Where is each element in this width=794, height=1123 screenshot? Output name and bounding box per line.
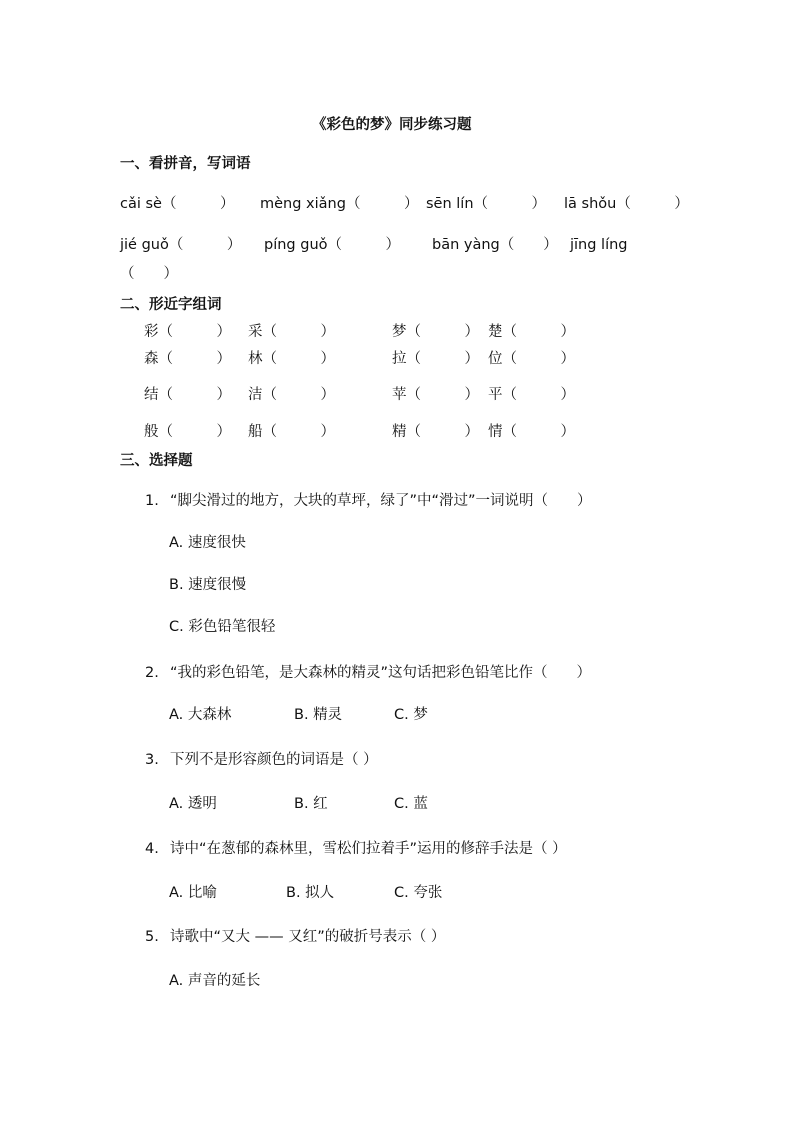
char-item-ban: 般（ ） — [144, 424, 231, 440]
section3-heading: 三、选择题 — [120, 453, 193, 469]
question-option: B. 精灵 — [294, 707, 343, 723]
page-title: 《彩色的梦》同步练习题 — [312, 117, 472, 133]
char-item-lin: 林（ ） — [248, 351, 335, 367]
char-item-qing: 情（ ） — [488, 424, 575, 440]
section1-heading: 一、看拼音，写词语 — [120, 156, 251, 172]
question-number: 5. — [145, 929, 159, 945]
char-item-chuan: 船（ ） — [248, 424, 335, 440]
pinyin-item-mengxiang: mèng xiǎng（ ） — [260, 196, 419, 212]
char-item-la: 拉（ ） — [392, 351, 479, 367]
question-option: A. 比喻 — [169, 885, 217, 901]
section2-heading: 二、形近字组词 — [120, 297, 222, 313]
pinyin-item-lashou: lā shǒu（ ） — [564, 196, 689, 212]
question-option: C. 夸张 — [394, 885, 443, 901]
question-text: 诗中“在葱郁的森林里，雪松们拉着手”运用的修辞手法是（ ） — [170, 841, 567, 857]
char-item-chu: 楚（ ） — [488, 324, 575, 340]
question-text: 诗歌中“又大 —— 又红”的破折号表示（ ） — [170, 929, 446, 945]
char-item-ping2: 平（ ） — [488, 387, 575, 403]
question-option: C. 彩色铅笔很轻 — [169, 619, 276, 635]
char-item-cai2: 采（ ） — [248, 324, 335, 340]
pinyin-item-senlin: sēn lín（ ） — [426, 196, 547, 212]
question-option: C. 梦 — [394, 707, 428, 723]
question-option: A. 透明 — [169, 796, 217, 812]
char-item-wei: 位（ ） — [488, 351, 575, 367]
question-text: 下列不是形容颜色的词语是（ ） — [170, 752, 378, 768]
question-option: B. 速度很慢 — [169, 577, 247, 593]
question-text: “脚尖滑过的地方，大块的草坪，绿了”中“滑过”一词说明（ ） — [170, 493, 592, 509]
pinyin-item-pingguo: píng guǒ（ ） — [264, 237, 401, 253]
question-text: “我的彩色铅笔，是大森林的精灵”这句话把彩色铅笔比作（ ） — [170, 665, 592, 681]
pinyin-item-banyang: bān yàng（ ） — [432, 237, 558, 253]
char-item-jie: 结（ ） — [144, 387, 231, 403]
question-number: 1. — [145, 493, 159, 509]
char-item-meng: 梦（ ） — [392, 324, 479, 340]
question-option: B. 拟人 — [286, 885, 335, 901]
pinyin-item-jingling: jīng líng — [570, 237, 628, 253]
pinyin-item-jieguo: jié guǒ（ ） — [120, 237, 242, 253]
char-item-ping: 苹（ ） — [392, 387, 479, 403]
question-option: A. 声音的延长 — [169, 973, 261, 989]
question-option: A. 大森林 — [169, 707, 232, 723]
pinyin-item-jingling-blank: （ ） — [120, 266, 178, 282]
question-option: C. 蓝 — [394, 796, 428, 812]
question-number: 4. — [145, 841, 159, 857]
char-item-jing: 精（ ） — [392, 424, 479, 440]
char-item-cai: 彩（ ） — [144, 324, 231, 340]
question-option: A. 速度很快 — [169, 535, 246, 551]
question-number: 3. — [145, 752, 159, 768]
pinyin-item-caise: cǎi sè（ ） — [120, 196, 235, 212]
question-option: B. 红 — [294, 796, 328, 812]
char-item-jie2: 洁（ ） — [248, 387, 335, 403]
char-item-sen: 森（ ） — [144, 351, 231, 367]
question-number: 2. — [145, 665, 159, 681]
